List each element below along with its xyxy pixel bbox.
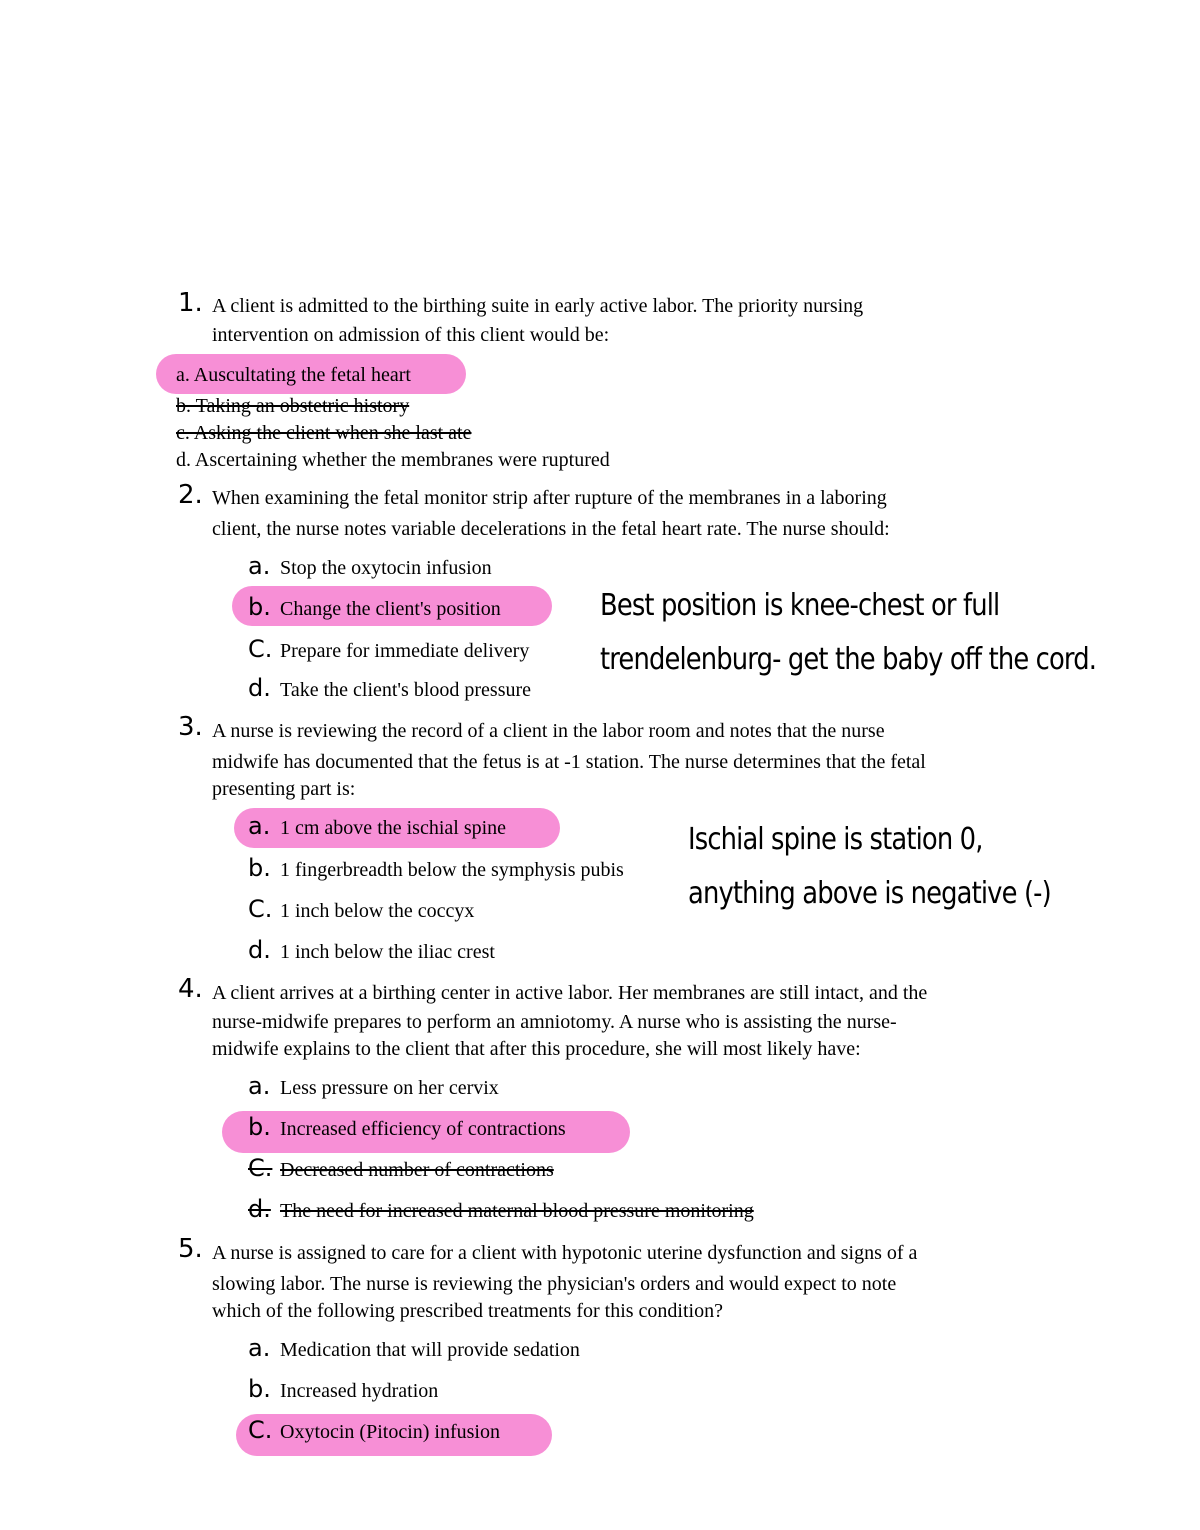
option-letter: C. bbox=[248, 1154, 273, 1182]
option-b: b. Taking an obstetric history bbox=[176, 395, 410, 417]
option-letter: C. bbox=[248, 635, 273, 663]
option-b: Change the client's position bbox=[280, 598, 501, 620]
question-text-line: slowing labor. The nurse is reviewing the physician's orders and would expect to note bbox=[212, 1273, 897, 1295]
question-text-line: presenting part is: bbox=[212, 778, 356, 800]
option-b: 1 fingerbreadth below the symphysis pubis bbox=[280, 859, 624, 881]
option-letter: a. bbox=[248, 1334, 271, 1362]
question-text-line: intervention on admission of this client would be: bbox=[212, 324, 610, 346]
option-c: Oxytocin (Pitocin) infusion bbox=[280, 1421, 500, 1443]
option-letter: b. bbox=[248, 593, 271, 621]
option-a: a. Auscultating the fetal heart bbox=[176, 364, 411, 386]
option-a: 1 cm above the ischial spine bbox=[280, 817, 507, 839]
option-b: Increased efficiency of contractions bbox=[280, 1118, 566, 1140]
question-number: 1. bbox=[178, 288, 203, 318]
question-text-line: When examining the fetal monitor strip after rupture of the membranes in a laboring bbox=[212, 487, 887, 509]
option-letter: a. bbox=[248, 552, 271, 580]
option-letter: C. bbox=[248, 895, 273, 923]
option-a: Less pressure on her cervix bbox=[280, 1077, 499, 1099]
option-letter: d. bbox=[248, 1195, 271, 1223]
question-text-line: A nurse is assigned to care for a client with hypotonic uterine dysfunction and signs of a bbox=[212, 1242, 918, 1264]
question-number: 4. bbox=[178, 974, 203, 1004]
question-text-line: A client arrives at a birthing center in active labor. Her membranes are still intact, and the bbox=[212, 982, 928, 1004]
option-letter: C. bbox=[248, 1416, 273, 1444]
option-d: d. Ascertaining whether the membranes were ruptured bbox=[176, 449, 610, 471]
question-number: 3. bbox=[178, 712, 203, 742]
question-text-line: which of the following prescribed treatments for this condition? bbox=[212, 1300, 723, 1322]
option-d: Take the client's blood pressure bbox=[280, 679, 532, 701]
question-text-line: client, the nurse notes variable decelerations in the fetal heart rate. The nurse should: bbox=[212, 518, 890, 540]
option-d: The need for increased maternal blood pressure monitoring bbox=[280, 1200, 754, 1222]
option-letter: d. bbox=[248, 936, 271, 964]
question-number: 5. bbox=[178, 1234, 203, 1264]
question-text-line: midwife explains to the client that after this procedure, she will most likely have: bbox=[212, 1038, 861, 1060]
option-a: Medication that will provide sedation bbox=[280, 1339, 580, 1361]
option-a: Stop the oxytocin infusion bbox=[280, 557, 492, 579]
option-letter: b. bbox=[248, 854, 271, 882]
handwritten-note-line: trendelenburg- get the baby off the cord. bbox=[600, 642, 1097, 677]
question-text-line: nurse-midwife prepares to perform an amniotomy. A nurse who is assisting the nurse- bbox=[212, 1011, 897, 1033]
option-b: Increased hydration bbox=[280, 1380, 439, 1402]
question-number: 2. bbox=[178, 480, 203, 510]
handwritten-note-line: Ischial spine is station 0, bbox=[688, 822, 983, 857]
handwritten-note-line: Best position is knee-chest or full bbox=[600, 588, 1000, 623]
option-letter: a. bbox=[248, 1072, 271, 1100]
handwritten-note-line: anything above is negative (-) bbox=[688, 876, 1051, 911]
option-letter: b. bbox=[248, 1375, 271, 1403]
option-letter: a. bbox=[248, 812, 271, 840]
option-c: Decreased number of contractions bbox=[280, 1159, 554, 1181]
question-text-line: midwife has documented that the fetus is at -1 station. The nurse determines that the fetal bbox=[212, 751, 926, 773]
option-c: Prepare for immediate delivery bbox=[280, 640, 530, 662]
question-text-line: A nurse is reviewing the record of a client in the labor room and notes that the nurse bbox=[212, 720, 885, 742]
question-text-line: A client is admitted to the birthing suite in early active labor. The priority nursing bbox=[212, 295, 864, 317]
option-d: 1 inch below the iliac crest bbox=[280, 941, 495, 963]
option-c: c. Asking the client when she last ate bbox=[176, 422, 472, 444]
option-letter: b. bbox=[248, 1113, 271, 1141]
option-c: 1 inch below the coccyx bbox=[280, 900, 475, 922]
option-letter: d. bbox=[248, 674, 271, 702]
